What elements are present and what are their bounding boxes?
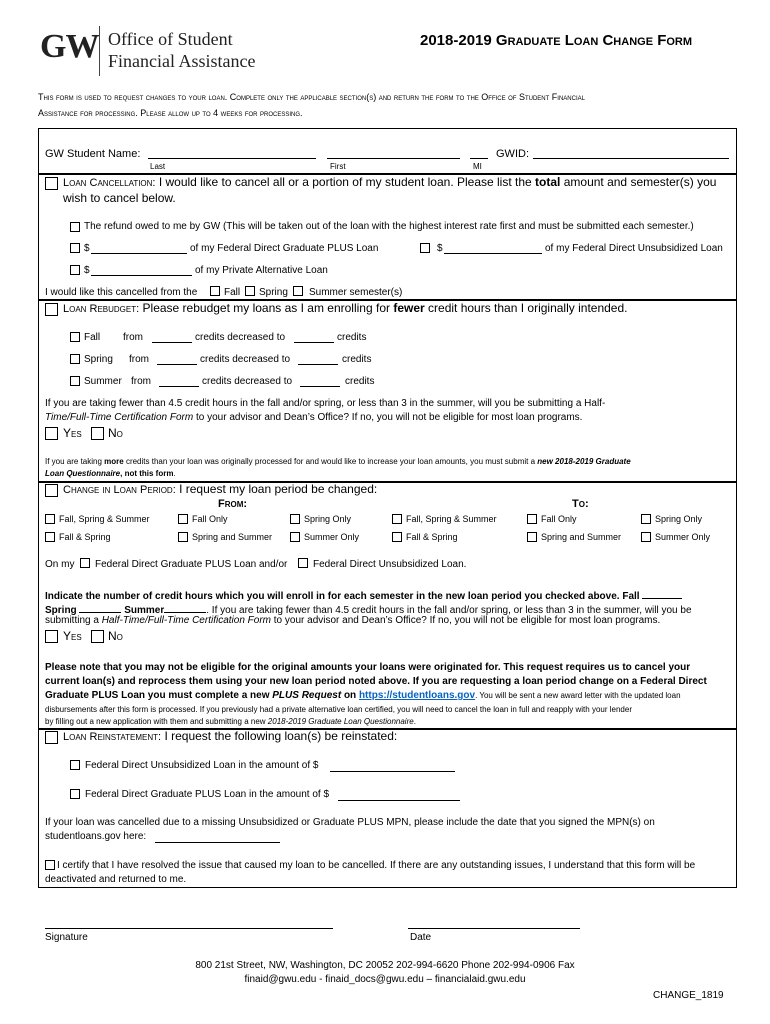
- rebudget-summer-from: from: [131, 376, 151, 387]
- form-title: 2018-2019 Graduate Loan Change Form: [420, 32, 693, 49]
- period-unsub-checkbox[interactable]: [298, 558, 308, 568]
- period-note-line3: [45, 690, 681, 701]
- to-spring-only-checkbox[interactable]: [641, 514, 651, 524]
- footer-form-code: CHANGE_1819: [653, 990, 724, 1001]
- private-cancel-amount-field[interactable]: [91, 275, 192, 276]
- rebudget-spring-from-field[interactable]: [157, 364, 197, 365]
- period-yes-label: Yes: [63, 629, 82, 643]
- rebudget-fall-to-field[interactable]: [294, 342, 334, 343]
- mi-field[interactable]: [470, 158, 488, 159]
- rebudget-more-line1: [45, 457, 631, 466]
- period-text: [63, 482, 377, 496]
- from-ss-label: Spring and Summer: [192, 532, 273, 542]
- period-unsub-label: Federal Direct Unsubsidized Loan.: [313, 559, 467, 570]
- rebudget-spring-to-field[interactable]: [298, 364, 338, 365]
- to-fs-checkbox[interactable]: [392, 532, 402, 542]
- cancel-summer-label: Summer semester(s): [309, 287, 403, 298]
- from-fss-label: Fall, Spring & Summer: [59, 514, 150, 524]
- note5-questionnaire: 2018-2019 Graduate Loan Questionnaire: [267, 717, 414, 726]
- cancellation-text-a: I would like to cancel all or a portion of my student loan. Please list the: [155, 175, 536, 189]
- rebudget-section: [38, 300, 737, 482]
- on-my-label: On my: [45, 559, 75, 570]
- cancellation-text-line2: wish to cancel below.: [63, 191, 176, 205]
- to-ss-label: Spring and Summer: [541, 532, 622, 542]
- period-text-a: I request my loan period be changed:: [175, 482, 378, 496]
- cancel-from-label: I would like this cancelled from the: [45, 287, 198, 298]
- from-ss-checkbox[interactable]: [178, 532, 188, 542]
- rebudget-fall-from-field[interactable]: [152, 342, 192, 343]
- cancel-spring-label: Spring: [259, 287, 288, 298]
- from-fall-only-label: Fall Only: [192, 514, 228, 524]
- to-fall-only-checkbox[interactable]: [527, 514, 537, 524]
- unsub-cancel-dollar: $: [437, 243, 443, 254]
- rebudget-note-form-name: Time/Full-Time Certification Form: [45, 412, 194, 423]
- certify-line2: deactivated and returned to me.: [45, 874, 187, 885]
- plus-cancel-checkbox[interactable]: [70, 243, 80, 253]
- rebudget-more-line2: [45, 469, 176, 478]
- period-checkbox[interactable]: [45, 484, 58, 497]
- signature-line[interactable]: [45, 928, 333, 929]
- reinstate-plus-amount-field[interactable]: [338, 800, 460, 801]
- office-name-line2: Financial Assistance: [108, 51, 256, 71]
- rebudget-text-bold: fewer: [393, 301, 425, 315]
- rebudget-text: [63, 301, 627, 315]
- unsub-cancel-checkbox[interactable]: [420, 243, 430, 253]
- footer-emails: finaid@gwu.edu - finaid_docs@gwu.edu – financialaid.gwu.edu: [244, 974, 526, 985]
- period-plus-label: Federal Direct Graduate PLUS Loan and/or: [95, 559, 288, 570]
- period-plus-checkbox[interactable]: [80, 558, 90, 568]
- reinstate-unsub-amount-field[interactable]: [330, 771, 455, 772]
- gwid-field[interactable]: [533, 158, 729, 159]
- more-new: new 2018-2019 Graduate: [537, 457, 631, 466]
- date-label: Date: [410, 932, 432, 943]
- last-caption: Last: [150, 162, 166, 171]
- cancel-fall-label: Fall: [224, 287, 241, 298]
- rebudget-summer-end: credits: [345, 376, 375, 387]
- indicate-fall-field[interactable]: [642, 587, 682, 599]
- note3-on: on: [341, 690, 359, 701]
- period-from-label: From:: [218, 498, 248, 510]
- more-mid: credits than your loan was originally processed for and would like to increase your loan amounts, you must submit a: [123, 457, 538, 466]
- note3-pre: Graduate PLUS Loan you must complete a new: [45, 690, 273, 701]
- student-name-label: GW Student Name:: [45, 148, 141, 160]
- cancel-summer-checkbox[interactable]: [293, 286, 303, 296]
- more-period: .: [173, 469, 176, 478]
- from-fs-checkbox[interactable]: [45, 532, 55, 542]
- to-fss-label: Fall, Spring & Summer: [406, 514, 497, 524]
- rebudget-spring-label: Spring: [84, 354, 113, 365]
- to-fall-only-label: Fall Only: [541, 514, 577, 524]
- indicate-spring-field[interactable]: [79, 601, 121, 613]
- rebudget-note-line1: If you are taking fewer than 4.5 credit hours in the fall and/or spring, or less than 3 in the summer, will you be submitting a Half-: [45, 398, 606, 409]
- plus-cancel-label: of my Federal Direct Graduate PLUS Loan: [190, 243, 379, 254]
- student-info-box: [38, 128, 737, 174]
- rebudget-note-rest: to your advisor and Dean’s Office? If no, you will not be eligible for most loan programs.: [193, 412, 583, 423]
- gw-logo: GW: [40, 28, 99, 65]
- from-summer-only-label: Summer Only: [304, 532, 360, 542]
- rebudget-text-a: Please rebudget my loans as I am enrolling for: [139, 301, 394, 315]
- period-note-line4: disbursements after this form is processed. If you previously had a private alternative loan certified, you will need to cancel the loan in full and reapply with your lender: [45, 705, 632, 714]
- mi-caption: MI: [473, 162, 482, 171]
- more-pre: If you are taking: [45, 457, 105, 466]
- mpn-line2: studentloans.gov here:: [45, 831, 147, 842]
- rebudget-yes-label: Yes: [63, 426, 82, 440]
- from-spring-only-label: Spring Only: [304, 514, 352, 524]
- signature-label: Signature: [45, 932, 88, 943]
- indicate-line3-rest: to your advisor and Dean’s Office? If no, you will not be eligible for most loan programs.: [271, 615, 661, 626]
- cancellation-text-b: amount and semester(s) you: [560, 175, 717, 189]
- rebudget-spring-mid: credits decreased to: [200, 354, 291, 365]
- indicate-spring-label: Spring: [45, 605, 77, 616]
- note3-plus-request: PLUS Request: [272, 690, 342, 701]
- refund-checkbox[interactable]: [70, 222, 80, 232]
- private-cancel-dollar: $: [84, 265, 90, 276]
- indicate-line3: [45, 615, 660, 626]
- indicate-rest: . If you are taking fewer than 4.5 credit hours in the fall and/or spring, or less than 3 in the summer, will you be: [206, 605, 692, 616]
- rebudget-fall-mid: credits decreased to: [195, 332, 286, 343]
- note5-pre: by filling out a new application with them and submitting a new: [45, 717, 268, 726]
- to-spring-only-label: Spring Only: [655, 514, 703, 524]
- rebudget-yes-checkbox[interactable]: [45, 427, 58, 440]
- reinstatement-heading: Loan Reinstatement:: [63, 731, 162, 743]
- private-cancel-label: of my Private Alternative Loan: [195, 265, 328, 276]
- rebudget-summer-checkbox[interactable]: [70, 376, 80, 386]
- reinstatement-text-a: I request the following loan(s) be reinstated:: [161, 729, 398, 743]
- more-questionnaire: Loan Questionnaire: [45, 469, 121, 478]
- last-name-field[interactable]: [148, 158, 316, 159]
- mpn-line1: If your loan was cancelled due to a missing Unsubsidized or Graduate PLUS MPN, please include the date that you signed the MPN(s) on: [45, 817, 655, 828]
- rebudget-fall-end: credits: [337, 332, 367, 343]
- period-no-checkbox[interactable]: [91, 630, 104, 643]
- period-no-label: No: [108, 629, 123, 643]
- to-fss-checkbox[interactable]: [392, 514, 402, 524]
- to-ss-checkbox[interactable]: [527, 532, 537, 542]
- rebudget-fall-label: Fall: [84, 332, 101, 343]
- rebudget-heading: Loan Rebudget:: [63, 303, 140, 315]
- from-fall-only-checkbox[interactable]: [178, 514, 188, 524]
- office-name-line1: Office of Student: [108, 29, 233, 49]
- unsub-cancel-amount-field[interactable]: [444, 253, 542, 254]
- rebudget-fall-from: from: [123, 332, 143, 343]
- rebudget-text-b: credit hours than I originally intended.: [424, 301, 628, 315]
- from-summer-only-checkbox[interactable]: [290, 532, 300, 542]
- mpn-date-field[interactable]: [155, 842, 280, 843]
- period-note-line1: Please note that you may not be eligible for the original amounts your loans were originated for. This request requires us to cancel your: [45, 662, 691, 673]
- indicate-text: Indicate the number of credit hours which you will enroll in for each semester in the new loan period you checked above. Fall: [45, 591, 640, 602]
- cancellation-text-bold: total: [535, 175, 561, 189]
- indicate-line3-pre: submitting a: [45, 615, 102, 626]
- rebudget-no-label: No: [108, 426, 123, 440]
- certify-checkbox[interactable]: [45, 860, 55, 870]
- unsub-cancel-label: of my Federal Direct Unsubsidized Loan: [545, 243, 723, 254]
- plus-cancel-dollar: $: [84, 243, 90, 254]
- rebudget-checkbox[interactable]: [45, 303, 58, 316]
- rebudget-summer-to-field[interactable]: [300, 386, 340, 387]
- first-caption: First: [330, 162, 346, 171]
- rebudget-summer-from-field[interactable]: [159, 386, 199, 387]
- rebudget-fall-checkbox[interactable]: [70, 332, 80, 342]
- indicate-summer-field[interactable]: [164, 601, 206, 613]
- first-name-field[interactable]: [327, 158, 460, 159]
- cancel-spring-checkbox[interactable]: [245, 286, 255, 296]
- indicate-summer-label: Summer: [124, 605, 165, 616]
- from-spring-only-checkbox[interactable]: [290, 514, 300, 524]
- reinstate-unsub-label: Federal Direct Unsubsidized Loan in the amount of $: [85, 760, 319, 771]
- indicate-line2: [45, 601, 692, 616]
- indicate-line3-form: Half-Time/Full-Time Certification Form: [101, 615, 271, 626]
- rebudget-spring-from: from: [129, 354, 149, 365]
- rebudget-no-checkbox[interactable]: [91, 427, 104, 440]
- rebudget-spring-checkbox[interactable]: [70, 354, 80, 364]
- period-yes-checkbox[interactable]: [45, 630, 58, 643]
- rebudget-summer-label: Summer: [84, 376, 122, 387]
- intro-line2: Assistance for processing. Please allow up to 4 weeks for processing.: [38, 108, 303, 118]
- indicate-line1: [45, 587, 682, 602]
- more-not-this-form: , not this form: [120, 469, 174, 478]
- note3-small: . You will be sent a new award letter with the updated loan: [475, 691, 681, 700]
- refund-label: The refund owed to me by GW (This will be taken out of the loan with the highest interest rate first and must be submitted each semester.): [84, 221, 694, 232]
- intro-line1: This form is used to request changes to your loan. Complete only the applicable section(s) and return the form to the Office of Student Financial: [38, 92, 585, 102]
- studentloans-link[interactable]: https://studentloans.gov: [358, 690, 476, 701]
- reinstatement-text: [63, 729, 397, 743]
- period-note-line2: current loan(s) and reprocess them using your new loan period noted above. If you are requesting a loan period change on a Federal Direct: [45, 676, 707, 687]
- rebudget-spring-end: credits: [342, 354, 372, 365]
- period-to-label: To:: [572, 498, 589, 510]
- logo-divider: [99, 26, 100, 76]
- to-summer-only-checkbox[interactable]: [641, 532, 651, 542]
- plus-cancel-amount-field[interactable]: [91, 253, 187, 254]
- from-fs-label: Fall & Spring: [59, 532, 111, 542]
- gwid-label: GWID:: [496, 148, 529, 160]
- cancellation-text: [63, 175, 716, 189]
- period-note-line5: [45, 717, 416, 726]
- note5-end: .: [413, 717, 416, 726]
- rebudget-note-line2: [45, 412, 582, 423]
- reinstatement-checkbox[interactable]: [45, 731, 58, 744]
- period-heading: Change in Loan Period:: [63, 484, 176, 496]
- from-fss-checkbox[interactable]: [45, 514, 55, 524]
- to-fs-label: Fall & Spring: [406, 532, 458, 542]
- cancel-fall-checkbox[interactable]: [210, 286, 220, 296]
- date-line[interactable]: [408, 928, 580, 929]
- reinstate-unsub-checkbox[interactable]: [70, 760, 80, 770]
- to-summer-only-label: Summer Only: [655, 532, 711, 542]
- reinstate-plus-label: Federal Direct Graduate PLUS Loan in the amount of $: [85, 789, 330, 800]
- footer-address: 800 21st Street, NW, Washington, DC 20052 202-994-6620 Phone 202-994-0906 Fax: [195, 960, 575, 971]
- cancellation-heading: Loan Cancellation:: [63, 177, 156, 189]
- private-cancel-checkbox[interactable]: [70, 265, 80, 275]
- certify-line1: I certify that I have resolved the issue that caused my loan to be cancelled. If there are any outstanding issues, I understand that this form will be: [57, 860, 696, 871]
- rebudget-summer-mid: credits decreased to: [202, 376, 293, 387]
- cancellation-checkbox[interactable]: [45, 177, 58, 190]
- reinstate-plus-checkbox[interactable]: [70, 789, 80, 799]
- more-bold: more: [104, 457, 124, 466]
